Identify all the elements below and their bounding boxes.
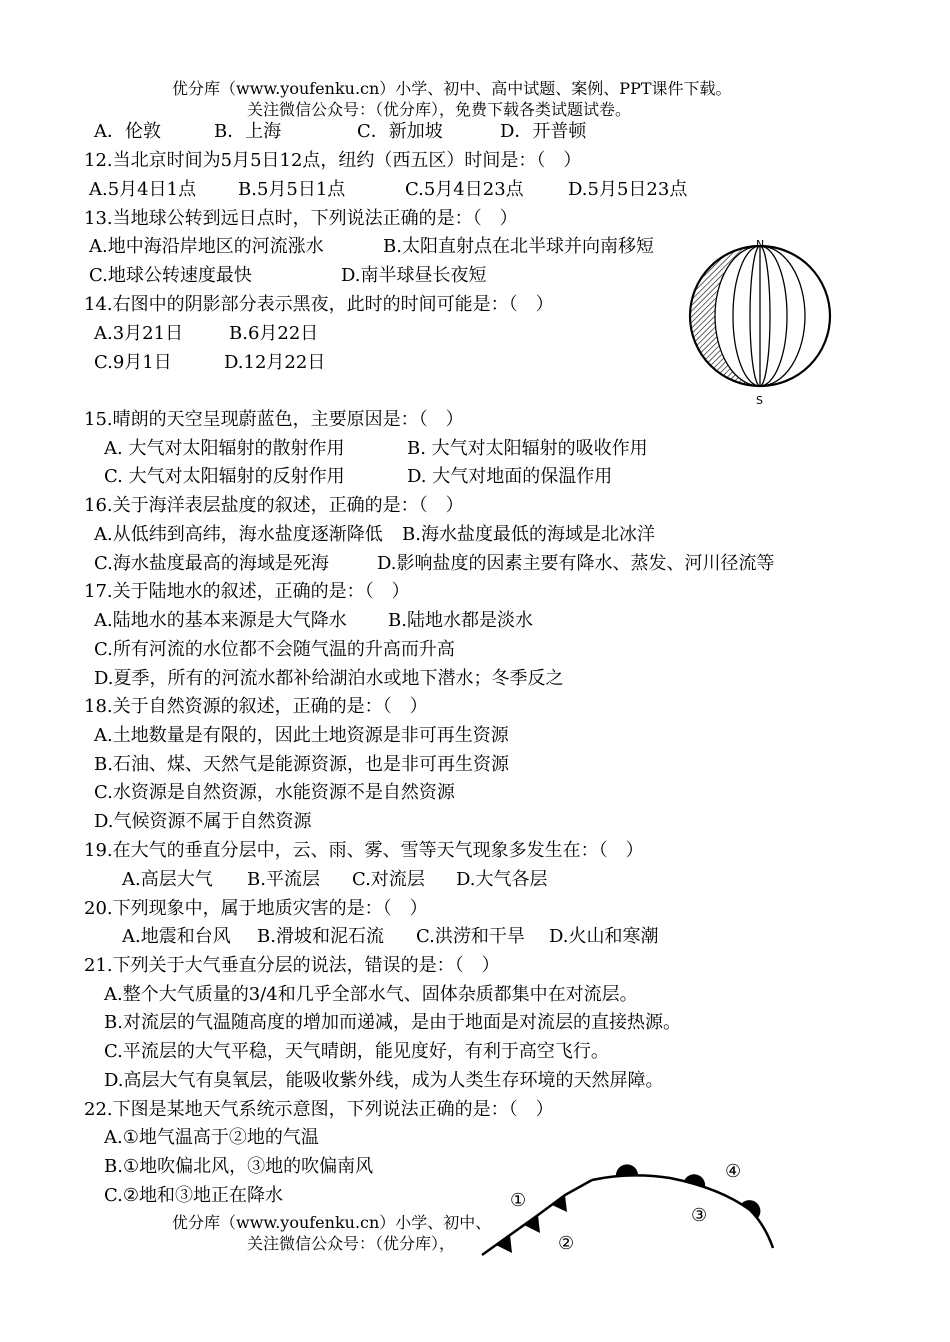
q13-option-d: D.南半球昼长夜短 — [341, 265, 487, 286]
q15-stem: 15.晴朗的天空呈现蔚蓝色，主要原因是：（ ） — [84, 409, 464, 430]
q15-option-c: C. 大气对太阳辐射的反射作用 — [104, 466, 345, 487]
q18-stem: 18.关于自然资源的叙述，正确的是：（ ） — [84, 696, 428, 717]
q18-option-b: B.石油、煤、天然气是能源资源，也是非可再生资源 — [94, 754, 509, 775]
q16-option-a: A.从低纬到高纬，海水盐度逐渐降低 — [94, 524, 383, 545]
q14-option-d: D.12月22日 — [224, 352, 326, 373]
q13-stem: 13.当地球公转到远日点时，下列说法正确的是：（ ） — [84, 208, 518, 229]
q17-stem: 17.关于陆地水的叙述，正确的是：（ ） — [84, 581, 410, 602]
q19-option-d: D.大气各层 — [456, 869, 548, 890]
q12-option-a: A.5月4日1点 — [89, 179, 197, 200]
q21-option-d: D.高层大气有臭氧层，能吸收紫外线，成为人类生存环境的天然屏障。 — [104, 1070, 664, 1091]
q13-option-b: B.太阳直射点在北半球并向南移短 — [383, 236, 654, 257]
cold-front-triangle — [524, 1215, 540, 1233]
point-4-label: ④ — [725, 1161, 742, 1182]
q19-option-b: B.平流层 — [247, 869, 320, 890]
q19-option-a: A.高层大气 — [122, 869, 213, 890]
q16-option-d: D.影响盐度的因素主要有降水、蒸发、河川径流等 — [377, 553, 775, 574]
header-line-2: 关注微信公众号：（优分库），免费下载各类试题试卷。 — [247, 100, 632, 119]
q12-option-c: C.5月4日23点 — [405, 179, 524, 200]
q15-option-b: B. 大气对太阳辐射的吸收作用 — [407, 438, 648, 459]
q16-stem: 16.关于海洋表层盐度的叙述，正确的是：（ ） — [84, 495, 464, 516]
q17-option-a: A.陆地水的基本来源是大气降水 — [94, 610, 347, 631]
q14-globe-figure — [685, 238, 835, 408]
q21-option-b: B.对流层的气温随高度的增加而递减，是由于地面是对流层的直接热源。 — [104, 1012, 681, 1033]
q16-option-c: C.海水盐度最高的海域是死海 — [94, 553, 329, 574]
q14-stem: 14.右图中的阴影部分表示黑夜，此时的时间可能是：（ ） — [84, 294, 554, 315]
q15-option-a: A. 大气对太阳辐射的散射作用 — [104, 438, 345, 459]
point-3-label: ③ — [691, 1205, 708, 1226]
q22-option-a: A.①地气温高于②地的气温 — [104, 1127, 319, 1148]
q18-option-d: D.气候资源不属于自然资源 — [94, 811, 312, 832]
q19-option-c: C.对流层 — [352, 869, 425, 890]
q11-option-c: C．新加坡 — [357, 121, 443, 142]
q22-stem: 22.下图是某地天气系统示意图，下列说法正确的是：（ ） — [84, 1099, 554, 1120]
q22-option-c: C.②地和③地正在降水 — [104, 1185, 283, 1206]
q20-stem: 20.下列现象中，属于地质灾害的是：（ ） — [84, 898, 428, 919]
q17-option-d: D.夏季，所有的河流水都补给湖泊水或地下潜水；冬季反之 — [94, 668, 564, 689]
q12-option-b: B.5月5日1点 — [238, 179, 346, 200]
q20-option-a: A.地震和台风 — [122, 926, 231, 947]
q17-option-c: C.所有河流的水位都不会随气温的升高而升高 — [94, 639, 455, 660]
q21-option-c: C.平流层的大气平稳，天气晴朗，能见度好，有利于高空飞行。 — [104, 1041, 609, 1062]
q12-option-d: D.5月5日23点 — [568, 179, 688, 200]
q20-option-c: C.洪涝和干旱 — [416, 926, 525, 947]
q11-option-d: D．开普顿 — [500, 121, 587, 142]
q13-option-c: C.地球公转速度最快 — [89, 265, 252, 286]
footer-line-2: 关注微信公众号：（优分库）， — [247, 1234, 456, 1253]
q20-option-b: B.滑坡和泥石流 — [257, 926, 384, 947]
q16-option-b: B.海水盐度最低的海域是北冰洋 — [402, 524, 655, 545]
q21-stem: 21.下列关于大气垂直分层的说法，错误的是：（ ） — [84, 955, 500, 976]
q11-option-b: B．上海 — [214, 121, 282, 142]
q17-option-b: B.陆地水都是淡水 — [388, 610, 533, 631]
warm-front-line — [592, 1175, 773, 1248]
meridian-lines — [715, 246, 805, 386]
header-line-1: 优分库（www.youfenku.cn）小学、初中、高中试题、案例、PPT课件下载。 — [172, 79, 732, 98]
q20-option-d: D.火山和寒潮 — [549, 926, 659, 947]
q19-stem: 19.在大气的垂直分层中，云、雨、雾、雪等天气现象多发生在：（ ） — [84, 840, 644, 861]
south-label: S — [756, 394, 763, 407]
footer-line-1: 优分库（www.youfenku.cn）小学、初中、 — [172, 1213, 492, 1232]
q12-stem: 12.当北京时间为5月5日12点，纽约（西五区）时间是：（ ） — [84, 150, 582, 171]
cold-front-triangle — [496, 1235, 512, 1253]
point-2-label: ② — [558, 1233, 575, 1254]
q14-option-a: A.3月21日 — [94, 323, 184, 344]
q15-option-d: D. 大气对地面的保温作用 — [407, 466, 613, 487]
q22-weather-system-figure — [470, 1150, 790, 1265]
q21-option-a: A.整个大气质量的3/4和几乎全部水气、固体杂质都集中在对流层。 — [104, 984, 638, 1005]
q11-option-a: A．伦敦 — [94, 121, 161, 142]
q18-option-c: C.水资源是自然资源，水能资源不是自然资源 — [94, 782, 455, 803]
warm-front-semicircle — [742, 1200, 760, 1218]
q13-option-a: A.地中海沿岸地区的河流涨水 — [89, 236, 324, 257]
q14-option-c: C.9月1日 — [94, 352, 172, 373]
q22-option-b: B.①地吹偏北风，③地的吹偏南风 — [104, 1156, 374, 1177]
q18-option-a: A.土地数量是有限的，因此土地资源是非可再生资源 — [94, 725, 509, 746]
north-label: N — [756, 238, 765, 251]
point-1-label: ① — [510, 1190, 527, 1211]
q14-option-b: B.6月22日 — [229, 323, 319, 344]
